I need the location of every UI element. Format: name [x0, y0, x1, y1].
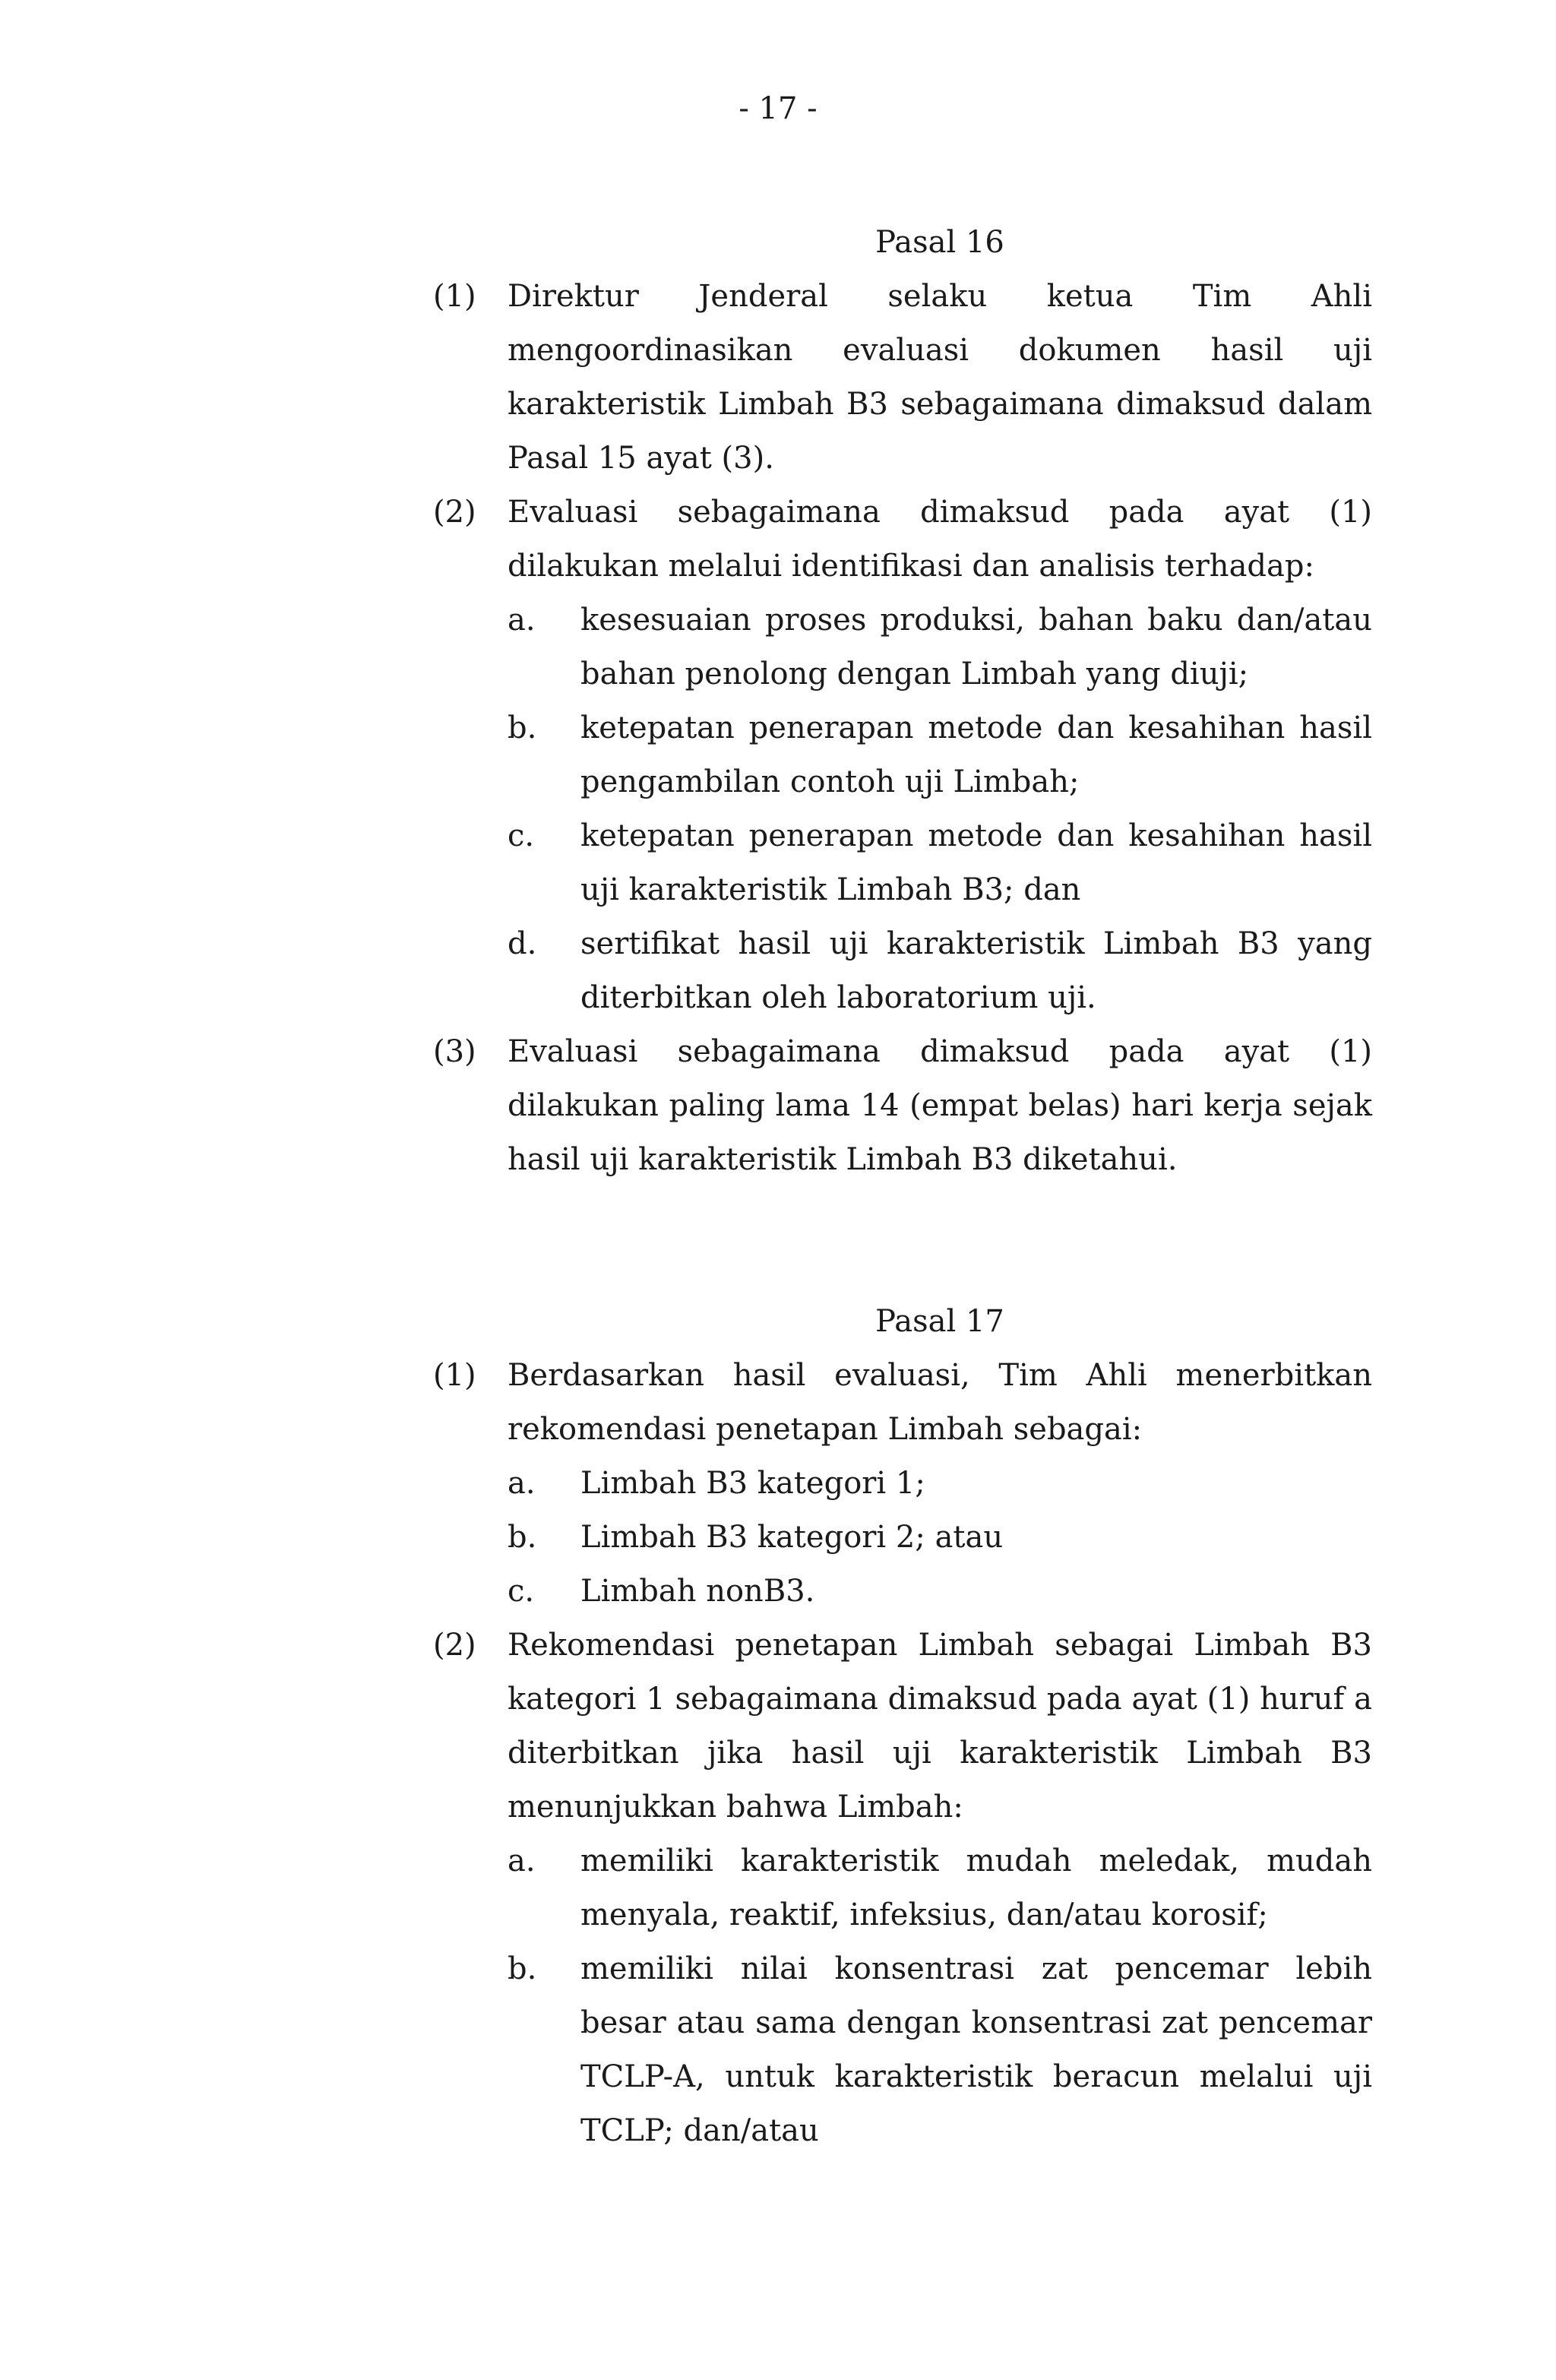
pasal-17-ayat-2 — [433, 1619, 1372, 2158]
list-item — [508, 1834, 1372, 1942]
list-item — [508, 1565, 1372, 1619]
item-text: Limbah B3 kategori 2; atau — [580, 1520, 1004, 1555]
list-item — [508, 593, 1372, 701]
item-text: ketepatan penerapan metode dan kesahihan hasil pengambilan contoh uji Limbah; — [580, 711, 1372, 799]
pasal-16-ayat-1 — [433, 270, 1372, 486]
list-item — [508, 1942, 1372, 2158]
ayat-text: Evaluasi sebagaimana dimaksud pada ayat (1) dilakukan paling lama 14 (empat belas) hari kerja sejak hasil uji karakteristik Limbah B3 diketahui. — [508, 1034, 1372, 1177]
item-letter: c. — [508, 1574, 535, 1609]
pasal-16-ayat-2 — [433, 486, 1372, 1025]
list-item — [508, 1511, 1372, 1565]
ayat-number: (1) — [433, 279, 476, 314]
item-letter: c. — [508, 818, 535, 853]
ayat-text: Evaluasi sebagaimana dimaksud pada ayat (1) dilakukan melalui identifikasi dan analisis terhadap: — [508, 495, 1372, 584]
item-text: kesesuaian proses produksi, bahan baku dan/atau bahan penolong dengan Limbah yang diuji; — [580, 603, 1372, 692]
item-text: sertifikat hasil uji karakteristik Limbah B3 yang diterbitkan oleh laboratorium uji. — [580, 926, 1372, 1015]
ayat-number: (3) — [433, 1034, 476, 1069]
list-item — [508, 917, 1372, 1025]
item-letter: d. — [508, 926, 537, 961]
ayat-number: (2) — [433, 495, 476, 530]
item-letter: b. — [508, 711, 537, 745]
page-number: - 17 - — [738, 91, 818, 126]
list-item — [508, 701, 1372, 809]
item-letter: b. — [508, 1520, 537, 1555]
pasal-16-title: Pasal 16 — [875, 225, 1004, 260]
list-item — [508, 1457, 1372, 1511]
ayat-text: Rekomendasi penetapan Limbah sebagai Limbah B3 kategori 1 sebagaimana dimaksud pada ayat (1) huruf a diterbitkan jika hasil uji karakteristik Limbah B3 menunjukkan bahwa Limbah: — [508, 1628, 1372, 1825]
ayat-text: Berdasarkan hasil evaluasi, Tim Ahli menerbitkan rekomendasi penetapan Limbah sebagai: — [508, 1358, 1372, 1447]
ayat-number: (2) — [433, 1628, 476, 1663]
item-letter: a. — [508, 1466, 536, 1501]
list-item — [508, 809, 1372, 917]
ayat-text: Direktur Jenderal selaku ketua Tim Ahli mengoordinasikan evaluasi dokumen hasil uji karakteristik Limbah B3 sebagaimana dimaksud dalam Pasal 15 ayat (3). — [508, 279, 1372, 476]
pasal-16-ayat-3 — [433, 1025, 1372, 1187]
item-text: Limbah nonB3. — [580, 1574, 815, 1609]
item-text: memiliki karakteristik mudah meledak, mudah menyala, reaktif, infeksius, dan/atau korosif; — [580, 1844, 1372, 1932]
item-text: memiliki nilai konsentrasi zat pencemar lebih besar atau sama dengan konsentrasi zat pencemar TCLP-A, untuk karakteristik beracun melalui uji TCLP; dan/atau — [580, 1951, 1372, 2148]
item-letter: b. — [508, 1951, 537, 1986]
ayat-number: (1) — [433, 1358, 476, 1393]
item-text: ketepatan penerapan metode dan kesahihan hasil uji karakteristik Limbah B3; dan — [580, 818, 1372, 907]
pasal-17-title: Pasal 17 — [875, 1304, 1004, 1339]
document-body — [433, 216, 1372, 2158]
pasal-17-ayat-1 — [433, 1349, 1372, 1619]
item-letter: a. — [508, 603, 536, 638]
section-gap — [433, 1187, 1372, 1295]
item-letter: a. — [508, 1844, 536, 1878]
item-text: Limbah B3 kategori 1; — [580, 1466, 925, 1501]
